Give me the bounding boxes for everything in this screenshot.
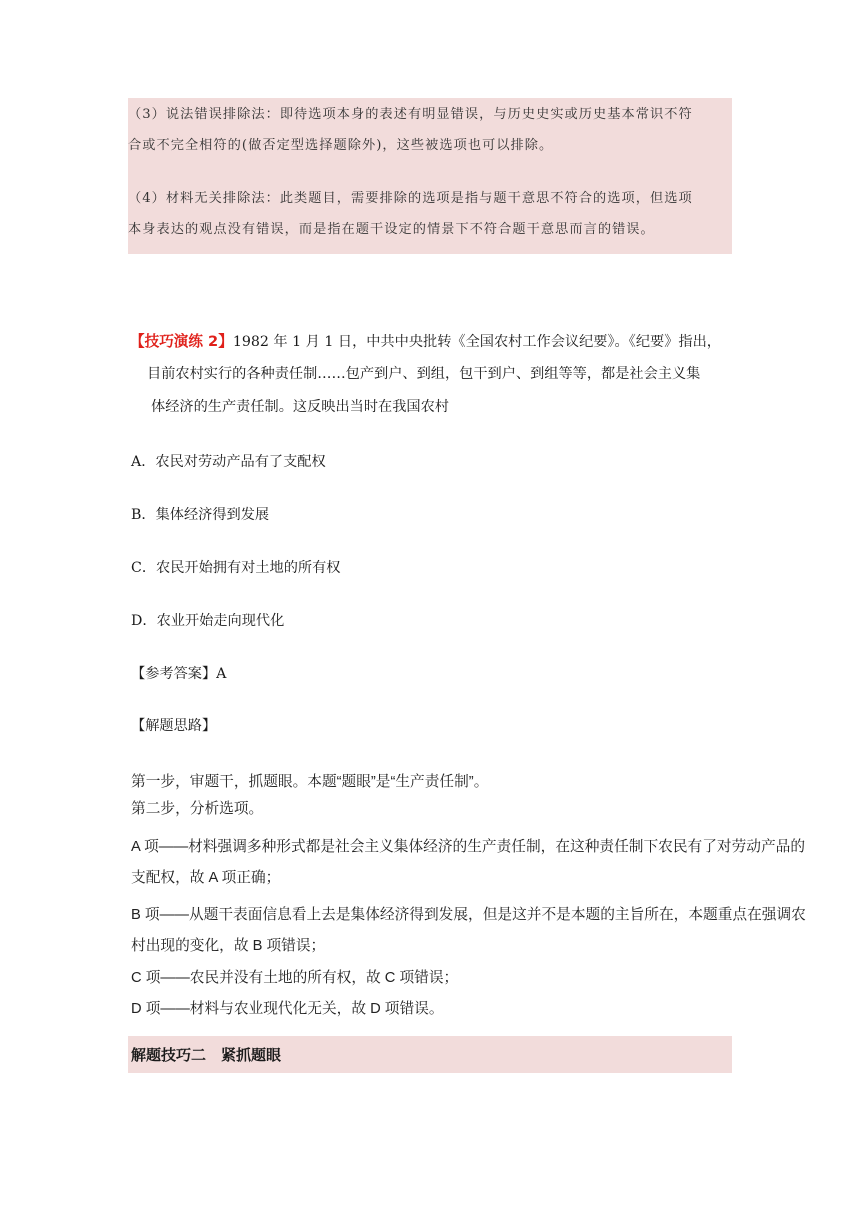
method-box [128, 98, 732, 254]
reference-answer: 【参考答案】A [131, 666, 227, 682]
analysis-step-2: 第二步，分析选项。 [131, 801, 264, 817]
option-a: A．农民对劳动产品有了支配权 [131, 454, 326, 470]
practice-stem-line-2: 目前农村实行的各种责任制……包产到户、到组，包干到户、到组等等，都是社会主义集 [147, 366, 701, 382]
method-item-3 [128, 99, 732, 161]
practice-stem-line-1 [130, 330, 721, 351]
analysis-step-1: 第一步，审题干，抓题眼。本题“题眼”是“生产责任制”。 [131, 774, 489, 790]
analysis-option-b-line-2: 村出现的变化，故 B 项错误； [131, 938, 326, 954]
analysis-option-d: D 项——材料与农业现代化无关，故 D 项错误。 [131, 1001, 444, 1017]
analysis-heading: 【解题思路】 [131, 718, 217, 734]
practice-stem-line-3: 体经济的生产责任制。这反映出当时在我国农村 [151, 399, 449, 415]
method-item-4 [128, 183, 732, 245]
option-c: C．农民开始拥有对土地的所有权 [131, 560, 341, 576]
analysis-option-b-line-1: B 项——从题干表面信息看上去是集体经济得到发展，但是这并不是本题的主旨所在，本题重点在强调农 [131, 907, 806, 923]
method-item-4-line-2: 本身表达的观点没有错误，而是指在题干设定的情景下不符合题干意思而言的错误。 [128, 222, 655, 237]
option-b: B．集体经济得到发展 [131, 507, 270, 523]
method-item-3-line-2: 合或不完全相符的(做否定型选择题除外)，这些被选项也可以排除。 [128, 138, 554, 153]
method-item-3-line-1: （3）说法错误排除法：即待选项本身的表述有明显错误，与历史史实或历史基本常识不符 [128, 107, 693, 122]
analysis-option-a-line-2: 支配权，故 A 项正确； [131, 870, 281, 886]
section-title: 解题技巧二 紧抓题眼 [131, 1046, 282, 1064]
practice-tag: 【技巧演练 2】 [130, 333, 233, 350]
option-d: D．农业开始走向现代化 [131, 613, 285, 629]
practice-stem-text-1: 1982 年 1 月 1 日，中共中央批转《全国农村工作会议纪要》。《纪要》指出， [232, 334, 721, 350]
method-item-4-line-1: （4）材料无关排除法：此类题目，需要排除的选项是指与题干意思不符合的选项，但选项 [128, 191, 693, 206]
analysis-option-c: C 项——农民并没有土地的所有权，故 C 项错误； [131, 970, 459, 986]
section-header-band [128, 1036, 732, 1073]
analysis-option-a-line-1: A 项——材料强调多种形式都是社会主义集体经济的生产责任制，在这种责任制下农民有了对劳动产品的 [131, 839, 806, 855]
